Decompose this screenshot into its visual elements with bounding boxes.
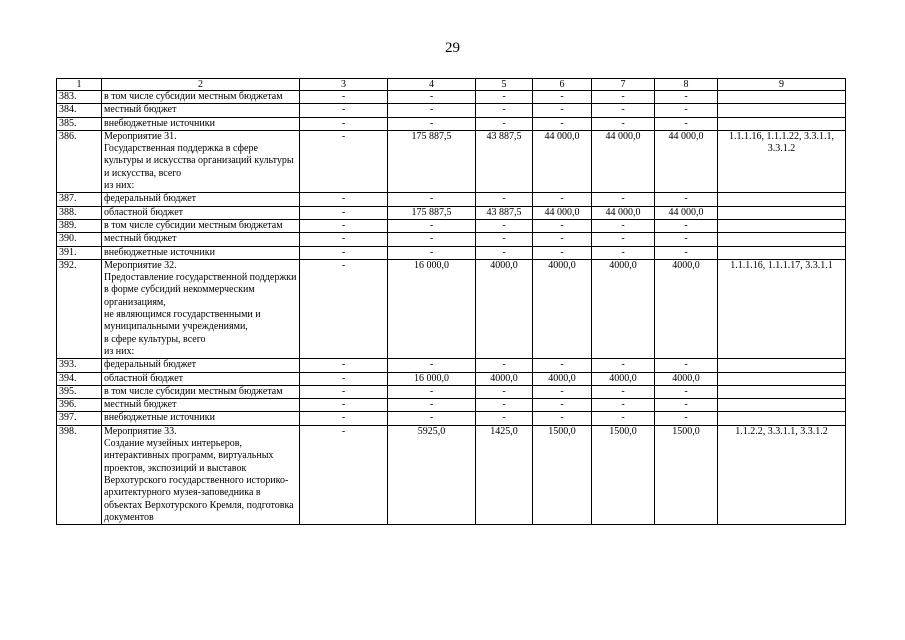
value-cell-5: 43 887,5: [476, 130, 533, 192]
value-cell-8: -: [655, 104, 718, 117]
column-header: 3: [300, 79, 388, 91]
value-cell-4: 5925,0: [388, 425, 476, 524]
value-cell-5: -: [476, 399, 533, 412]
description-cell: Мероприятие 33. Создание музейных интерьеров, интерактивных программ, виртуальных проектов, экспозиций и выставок Верхотурского государственного историко-архитектурного музея-заповедника в объектах Верхотурского Кремля, подготовка документов: [102, 425, 300, 524]
value-cell-8: -: [655, 219, 718, 232]
table-row: [57, 91, 846, 104]
value-cell-5: -: [476, 219, 533, 232]
value-cell-3: -: [300, 259, 388, 358]
table-row: [57, 412, 846, 425]
target-indicators-cell: [718, 412, 846, 425]
value-cell-6: -: [533, 104, 592, 117]
value-cell-4: 175 887,5: [388, 130, 476, 192]
value-cell-6: -: [533, 233, 592, 246]
value-cell-7: -: [592, 359, 655, 372]
table-row: [57, 385, 846, 398]
value-cell-5: -: [476, 359, 533, 372]
row-number-cell: 390.: [57, 233, 102, 246]
value-cell-5: -: [476, 233, 533, 246]
value-cell-7: -: [592, 233, 655, 246]
description-cell: в том числе субсидии местным бюджетам: [102, 385, 300, 398]
value-cell-4: -: [388, 399, 476, 412]
value-cell-7: -: [592, 385, 655, 398]
value-cell-6: 44 000,0: [533, 206, 592, 219]
value-cell-3: -: [300, 233, 388, 246]
target-indicators-cell: [718, 246, 846, 259]
description-cell: Мероприятие 32. Предоставление государственной поддержки в форме субсидий некоммерческим организациям, не являющимся государственными и муниципальными учреждениями, в сфере культуры, всего из них:: [102, 259, 300, 358]
value-cell-3: -: [300, 246, 388, 259]
description-cell: федеральный бюджет: [102, 193, 300, 206]
row-number-cell: 394.: [57, 372, 102, 385]
description-cell: в том числе субсидии местным бюджетам: [102, 219, 300, 232]
value-cell-6: 4000,0: [533, 372, 592, 385]
table-row: [57, 372, 846, 385]
description-cell: внебюджетные источники: [102, 246, 300, 259]
value-cell-8: 44 000,0: [655, 206, 718, 219]
value-cell-4: -: [388, 117, 476, 130]
value-cell-7: 1500,0: [592, 425, 655, 524]
description-cell: внебюджетные источники: [102, 117, 300, 130]
value-cell-6: 1500,0: [533, 425, 592, 524]
value-cell-3: -: [300, 359, 388, 372]
table-body: [57, 79, 846, 525]
table-row: [57, 399, 846, 412]
value-cell-3: -: [300, 193, 388, 206]
value-cell-7: -: [592, 193, 655, 206]
value-cell-8: -: [655, 399, 718, 412]
row-number-cell: 392.: [57, 259, 102, 358]
table-row: [57, 259, 846, 358]
value-cell-7: -: [592, 91, 655, 104]
value-cell-8: -: [655, 193, 718, 206]
value-cell-8: 4000,0: [655, 259, 718, 358]
value-cell-6: -: [533, 246, 592, 259]
column-header: 8: [655, 79, 718, 91]
value-cell-5: 4000,0: [476, 259, 533, 358]
row-number-cell: 395.: [57, 385, 102, 398]
value-cell-3: -: [300, 104, 388, 117]
value-cell-3: -: [300, 117, 388, 130]
value-cell-3: -: [300, 130, 388, 192]
row-number-cell: 388.: [57, 206, 102, 219]
value-cell-3: -: [300, 385, 388, 398]
table-row: [57, 117, 846, 130]
description-cell: местный бюджет: [102, 233, 300, 246]
target-indicators-cell: [718, 117, 846, 130]
value-cell-7: 4000,0: [592, 259, 655, 358]
value-cell-5: 4000,0: [476, 372, 533, 385]
row-number-cell: 386.: [57, 130, 102, 192]
value-cell-4: -: [388, 385, 476, 398]
value-cell-8: -: [655, 246, 718, 259]
value-cell-6: -: [533, 91, 592, 104]
value-cell-7: -: [592, 246, 655, 259]
target-indicators-cell: [718, 193, 846, 206]
table-row: [57, 425, 846, 524]
target-indicators-cell: [718, 219, 846, 232]
value-cell-4: -: [388, 193, 476, 206]
value-cell-6: -: [533, 359, 592, 372]
value-cell-8: -: [655, 233, 718, 246]
column-header: 6: [533, 79, 592, 91]
value-cell-6: -: [533, 412, 592, 425]
description-cell: местный бюджет: [102, 399, 300, 412]
value-cell-7: -: [592, 219, 655, 232]
value-cell-4: -: [388, 104, 476, 117]
value-cell-4: -: [388, 246, 476, 259]
value-cell-5: -: [476, 385, 533, 398]
value-cell-3: -: [300, 206, 388, 219]
value-cell-4: -: [388, 412, 476, 425]
target-indicators-cell: 1.1.1.16, 1.1.1.17, 3.3.1.1: [718, 259, 846, 358]
value-cell-7: -: [592, 104, 655, 117]
column-header: 1: [57, 79, 102, 91]
description-cell: Мероприятие 31. Государственная поддержка в сфере культуры и искусства организаций культуры и искусства, всего из них:: [102, 130, 300, 192]
row-number-cell: 397.: [57, 412, 102, 425]
value-cell-4: -: [388, 233, 476, 246]
column-header: 9: [718, 79, 846, 91]
target-indicators-cell: [718, 372, 846, 385]
value-cell-7: -: [592, 117, 655, 130]
column-header: 7: [592, 79, 655, 91]
value-cell-8: -: [655, 385, 718, 398]
value-cell-6: -: [533, 219, 592, 232]
page-number: 29: [445, 40, 460, 56]
value-cell-6: 44 000,0: [533, 130, 592, 192]
value-cell-8: -: [655, 359, 718, 372]
value-cell-3: -: [300, 425, 388, 524]
value-cell-5: -: [476, 91, 533, 104]
value-cell-4: -: [388, 219, 476, 232]
description-cell: в том числе субсидии местным бюджетам: [102, 91, 300, 104]
value-cell-8: 1500,0: [655, 425, 718, 524]
target-indicators-cell: [718, 233, 846, 246]
value-cell-3: -: [300, 219, 388, 232]
budget-table: [56, 78, 846, 525]
value-cell-8: 44 000,0: [655, 130, 718, 192]
value-cell-5: -: [476, 246, 533, 259]
value-cell-7: -: [592, 412, 655, 425]
row-number-cell: 391.: [57, 246, 102, 259]
row-number-cell: 389.: [57, 219, 102, 232]
table-row: [57, 206, 846, 219]
value-cell-5: -: [476, 104, 533, 117]
value-cell-3: -: [300, 91, 388, 104]
value-cell-8: 4000,0: [655, 372, 718, 385]
column-header: 4: [388, 79, 476, 91]
target-indicators-cell: 1.1.1.16, 1.1.1.22, 3.3.1.1, 3.3.1.2: [718, 130, 846, 192]
value-cell-4: -: [388, 91, 476, 104]
value-cell-5: -: [476, 193, 533, 206]
description-cell: областной бюджет: [102, 372, 300, 385]
value-cell-3: -: [300, 399, 388, 412]
column-header-row: [57, 79, 846, 91]
description-cell: федеральный бюджет: [102, 359, 300, 372]
value-cell-6: -: [533, 399, 592, 412]
row-number-cell: 384.: [57, 104, 102, 117]
value-cell-7: 44 000,0: [592, 130, 655, 192]
value-cell-3: -: [300, 372, 388, 385]
table-row: [57, 359, 846, 372]
value-cell-5: -: [476, 412, 533, 425]
target-indicators-cell: [718, 399, 846, 412]
table-row: [57, 130, 846, 192]
value-cell-7: -: [592, 399, 655, 412]
value-cell-3: -: [300, 412, 388, 425]
value-cell-7: 44 000,0: [592, 206, 655, 219]
table-row: [57, 246, 846, 259]
row-number-cell: 385.: [57, 117, 102, 130]
value-cell-6: 4000,0: [533, 259, 592, 358]
description-cell: местный бюджет: [102, 104, 300, 117]
target-indicators-cell: [718, 359, 846, 372]
value-cell-6: -: [533, 117, 592, 130]
column-header: 2: [102, 79, 300, 91]
column-header: 5: [476, 79, 533, 91]
row-number-cell: 398.: [57, 425, 102, 524]
value-cell-6: -: [533, 193, 592, 206]
row-number-cell: 393.: [57, 359, 102, 372]
table-row: [57, 219, 846, 232]
value-cell-4: 16 000,0: [388, 259, 476, 358]
target-indicators-cell: [718, 206, 846, 219]
value-cell-4: -: [388, 359, 476, 372]
value-cell-8: -: [655, 117, 718, 130]
value-cell-8: -: [655, 412, 718, 425]
value-cell-4: 175 887,5: [388, 206, 476, 219]
target-indicators-cell: [718, 91, 846, 104]
value-cell-8: -: [655, 91, 718, 104]
row-number-cell: 396.: [57, 399, 102, 412]
target-indicators-cell: [718, 104, 846, 117]
row-number-cell: 383.: [57, 91, 102, 104]
table-row: [57, 104, 846, 117]
row-number-cell: 387.: [57, 193, 102, 206]
description-cell: внебюджетные источники: [102, 412, 300, 425]
value-cell-5: 43 887,5: [476, 206, 533, 219]
value-cell-5: 1425,0: [476, 425, 533, 524]
value-cell-7: 4000,0: [592, 372, 655, 385]
table-row: [57, 233, 846, 246]
target-indicators-cell: 1.1.2.2, 3.3.1.1, 3.3.1.2: [718, 425, 846, 524]
value-cell-5: -: [476, 117, 533, 130]
table-row: [57, 193, 846, 206]
value-cell-4: 16 000,0: [388, 372, 476, 385]
target-indicators-cell: [718, 385, 846, 398]
description-cell: областной бюджет: [102, 206, 300, 219]
value-cell-6: -: [533, 385, 592, 398]
